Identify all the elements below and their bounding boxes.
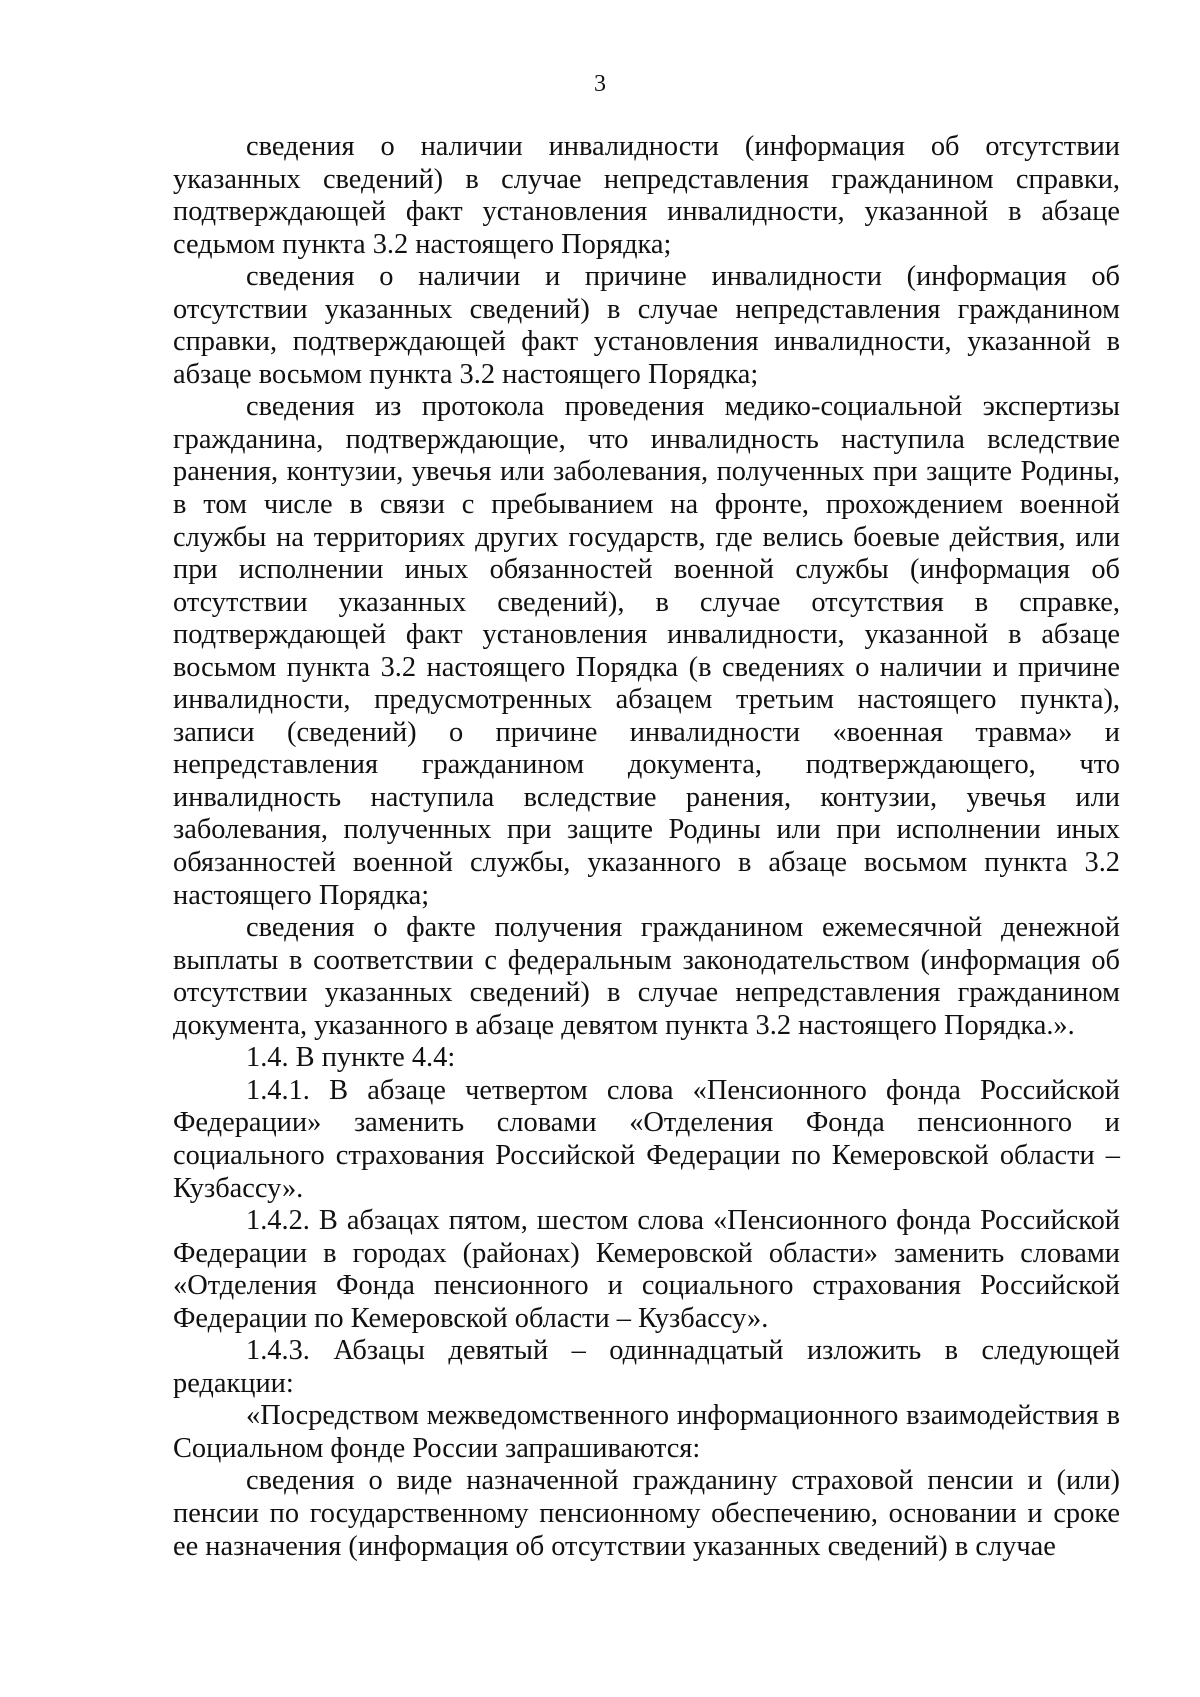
page-number: 3: [594, 71, 606, 97]
paragraph-clause-1-4: 1.4. В пункте 4.4:: [246, 1042, 456, 1074]
paragraph-clause-1-4-2: 1.4.2. В абзацах пятом, шестом слова «Пенсионного фонда Российской Федерации в городах (районах) Кемеровской области» заменить словами «Отделения Фонда пенсионного и социального страхования Российской Федерации по Кемеровской области – Кузбассу».: [173, 1205, 1120, 1334]
paragraph-monthly-payment: сведения о факте получения гражданином ежемесячной денежной выплаты в соответствии с федеральным законодательством (информация об отсутствии указанных сведений) в случае непредставления гражданином документа, указанного в абзаце девятом пункта 3.2 настоящего Порядка.».: [173, 912, 1120, 1041]
paragraph-interagency-request: «Посредством межведомственного информационного взаимодействия в Социальном фонде России запрашиваются:: [173, 1400, 1120, 1464]
paragraph-pension-info: сведения о виде назначенной гражданину страховой пенсии и (или) пенсии по государственному пенсионному обеспечению, основании и сроке ее назначения (информация об отсутствии указанных сведений) в случае: [173, 1465, 1120, 1562]
paragraph-clause-1-4-1: 1.4.1. В абзаце четвертом слова «Пенсионного фонда Российской Федерации» заменить словами «Отделения Фонда пенсионного и социального страхования Российской Федерации по Кемеровской области – Кузбассу».: [173, 1074, 1120, 1204]
paragraph-disability-info: сведения о наличии инвалидности (информация об отсутствии указанных сведений) в случае непредставления гражданином справки, подтверждающей факт установления инвалидности, указанной в абзаце седьмом пункта 3.2 настоящего Порядка;: [173, 131, 1120, 260]
paragraph-mse-protocol: сведения из протокола проведения медико-социальной экспертизы гражданина, подтверждающие, что инвалидность наступила вследствие ранения, контузии, увечья или заболевания, полученных при защите Родины, в том числе в связи с пребыванием на фронте, прохождением военной службы на территориях других государств, где велись боевые действия, или при исполнении иных обязанностей военной службы (информация об отсутствии указанных сведений), в случае отсутствия в справке, подтверждающей факт установления инвалидности, указанной в абзаце восьмом пункта 3.2 настоящего Порядка (в сведениях о наличии и причине инвалидности, предусмотренных абзацем третьим настоящего пункта), записи (сведений) о причине инвалидности «военная травма» и непредставления гражданином документа, подтверждающего, что инвалидность наступила вследствие ранения, контузии, увечья или заболевания, полученных при защите Родины или при исполнении иных обязанностей военной службы, указанного в абзаце восьмом пункта 3.2 настоящего Порядка;: [173, 391, 1120, 911]
paragraph-clause-1-4-3: 1.4.3. Абзацы девятый – одиннадцатый изложить в следующей редакции:: [173, 1335, 1120, 1399]
document-body: [173, 131, 1120, 1563]
paragraph-disability-cause: сведения о наличии и причине инвалидности (информация об отсутствии указанных сведений) в случае непредставления гражданином справки, подтверждающей факт установления инвалидности, указанной в абзаце восьмом пункта 3.2 настоящего Порядка;: [173, 261, 1120, 390]
